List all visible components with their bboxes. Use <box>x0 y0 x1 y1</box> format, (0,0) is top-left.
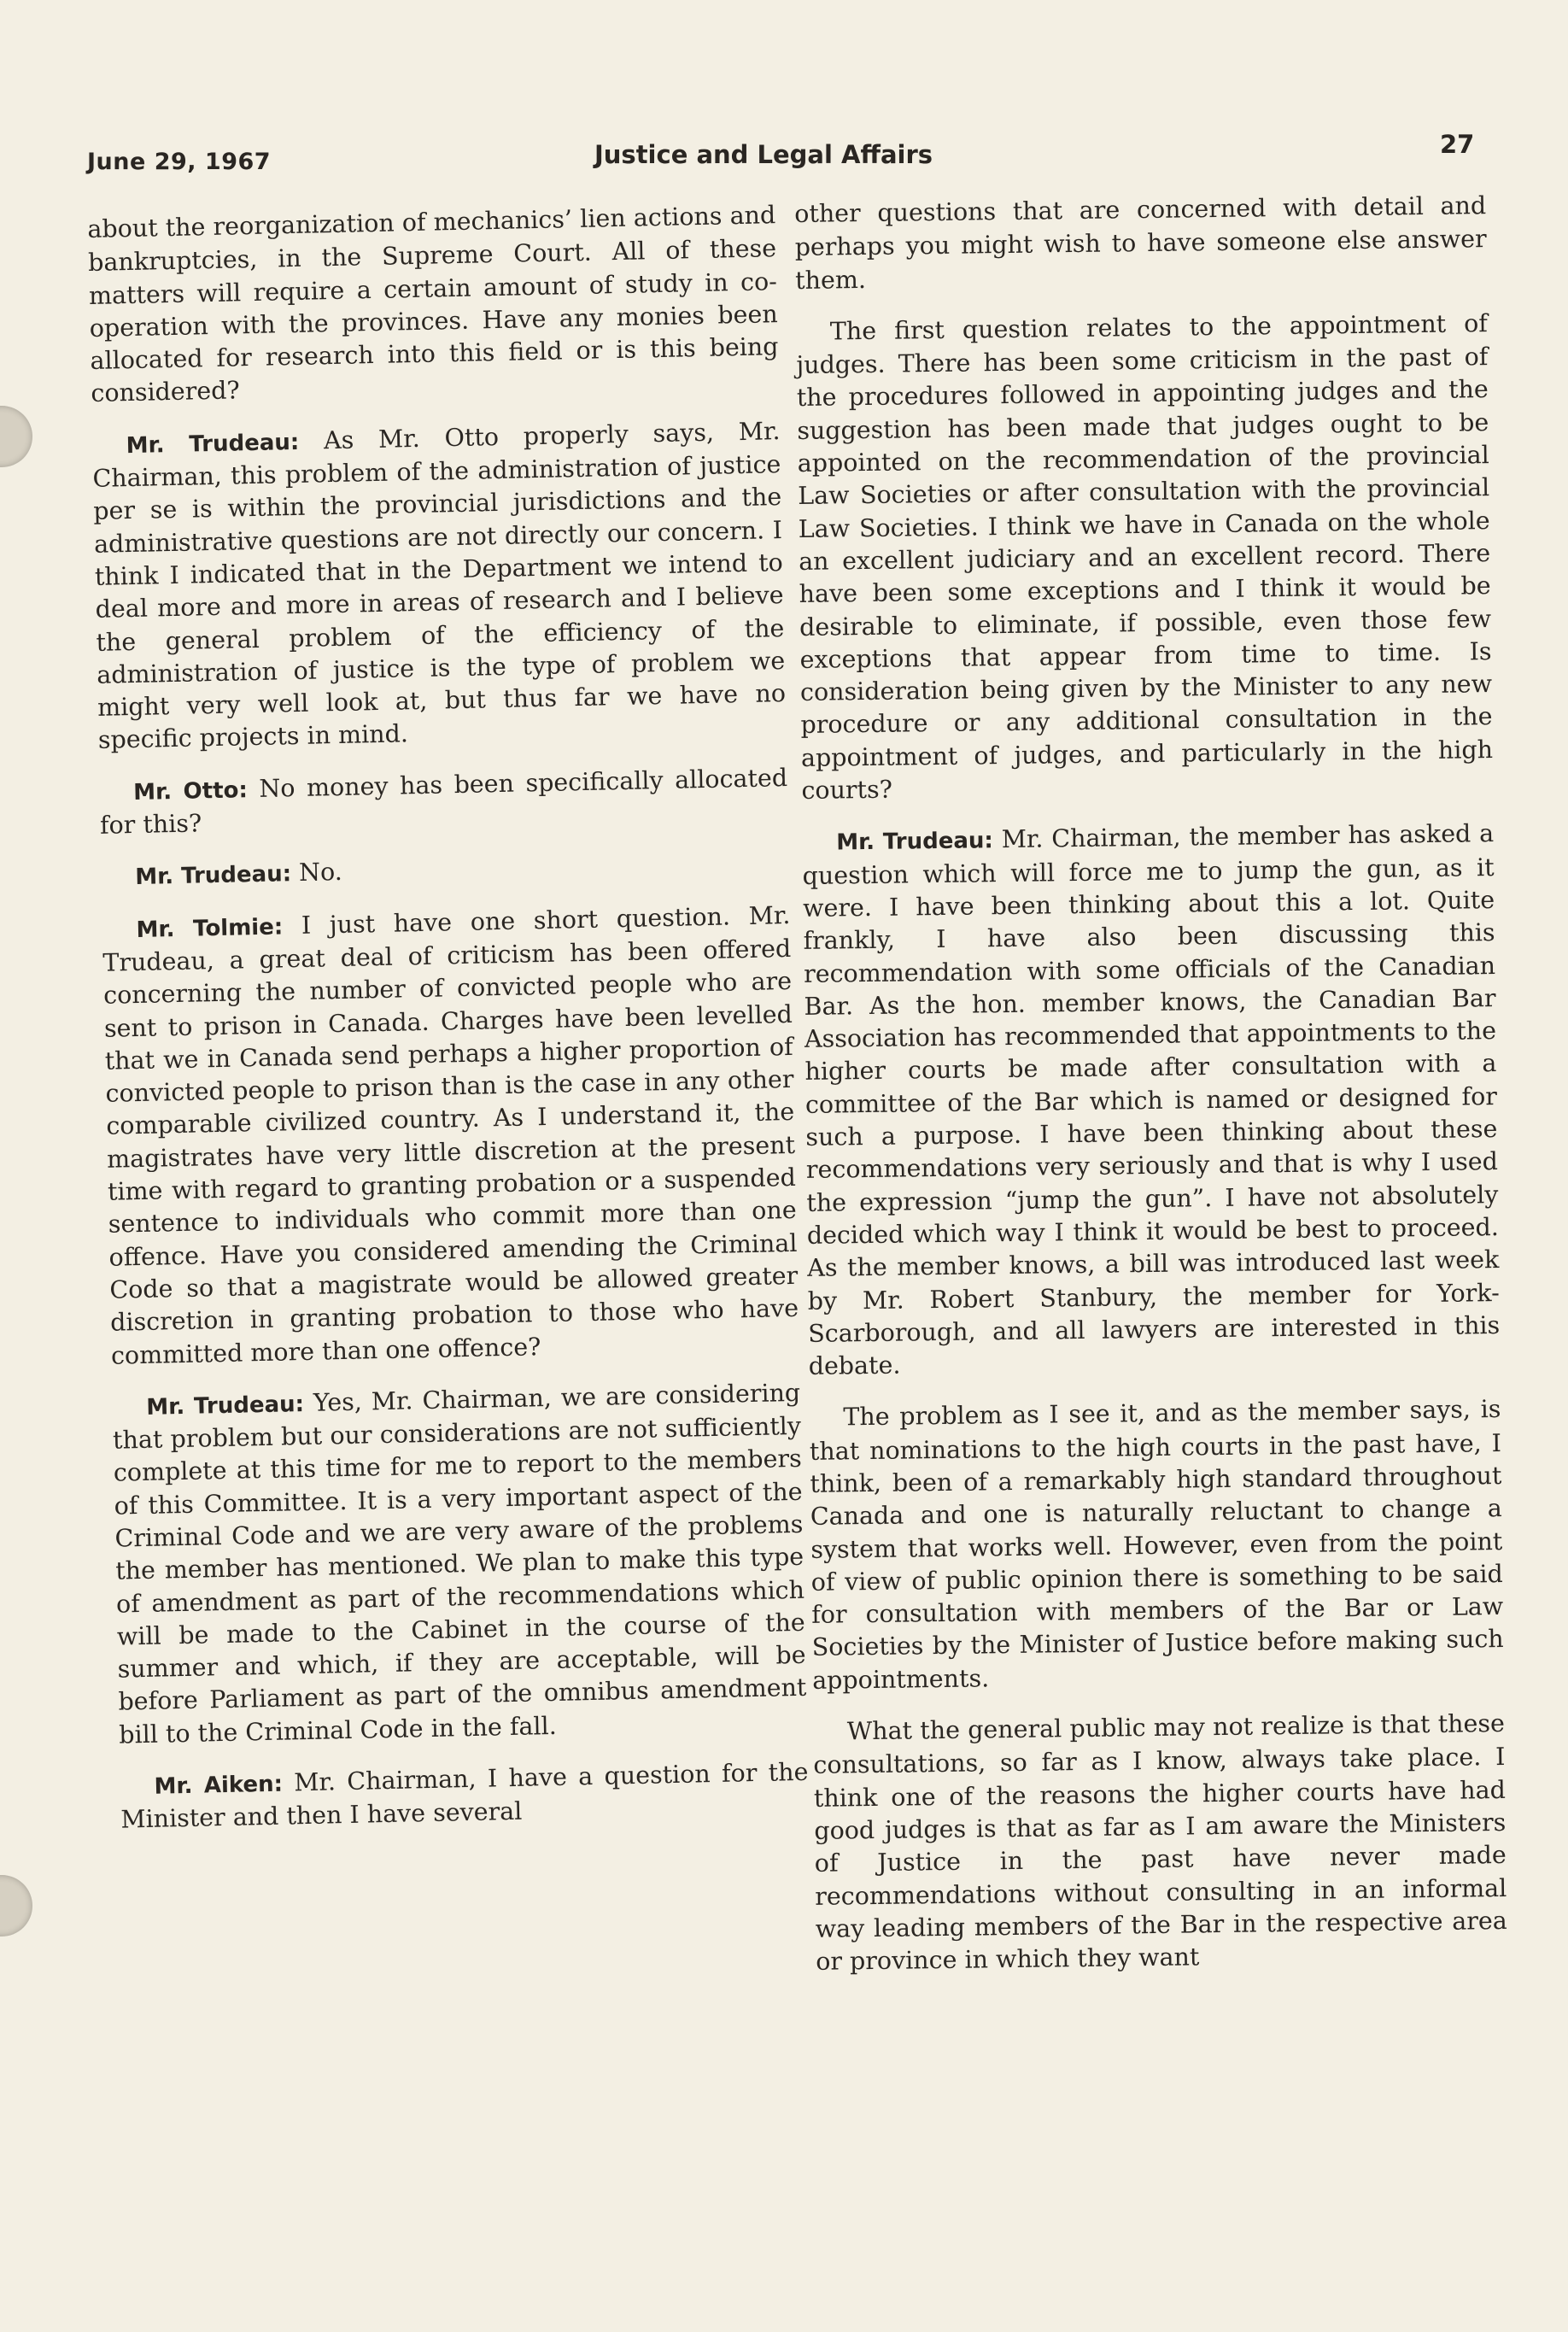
right-column <box>794 190 1508 1997</box>
paragraph-text: Mr. Chairman, I have a question for the Minister and then I have several <box>120 1757 809 1834</box>
paragraph-text: No money has been specifically allocated for this? <box>99 763 788 840</box>
speaker-name: Mr. Trudeau: <box>145 1391 305 1421</box>
paragraph-text: I just have one short question. Mr. Trudeau, a great deal of criticism has been offered concerning the number of convicted people who are sent to prison in Canada. Charges have been levelled that we in Canada send perhaps a higher proportion of convicted people to prison than is the case in any other comparable civilized country. As I understand it, the magistrates have very little discretion at the present time with regard to granting probation or a suspended sentence to individuals who commit more than one offence. Have you considered amending the Criminal Code so that a magistrate would be allowed greater discretion in granting probation to those who have committed more than one offence? <box>102 900 799 1370</box>
page-number: 27 <box>1440 130 1475 159</box>
paragraph <box>813 1708 1508 1978</box>
paragraph-text: Yes, Mr. Chairman, we are considering that problem but our considerations are not sufficiently complete at this time for me to report to the members of this Committee. It is a very important aspect of the Criminal Code and we are very aware of the problems the member has mentioned. We plan to make this type of amendment as part of the recommendations which will be made to the Cabinet in the course of the summer and which, if they are acceptable, will be before Parliament as part of the omnibus amendment bill to the Criminal Code in the fall. <box>112 1378 807 1749</box>
paragraph <box>99 762 788 842</box>
paragraph-text: Mr. Chairman, the member has asked a question which will force me to jump the gun, as it were. I have been thinking about this a lot. Quite frankly, I have also been discussing this recommendation with some officials of the Canadian Bar. As the hon. member knows, the Canadian Bar Association has recommended that appointments to the higher courts be made after consultation with a committee of the Bar which is named or designed for such a purpose. I have been thinking about these recommendations very seriously and that is why I used the expression “jump the gun”. I have not absolutely decided which way I think it would be best to proceed. As the member knows, a bill was introduced last week by Mr. Robert Stanbury, the member for York-Scarborough, and all lawyers are interested in this debate. <box>802 819 1501 1380</box>
paragraph-text: The first question relates to the appointment of judges. There has been some criticism in the past of the procedures followed in appointing judges and the suggestion has been made that judges ought to be appointed on the recommendation of the provincial Law Societies or after consultation with the provincial Law Societies. I think we have in Canada on the whole an excellent judiciary and an excellent record. There have been some exceptions and I think it would be desirable to eliminate, if possible, even those few exceptions that appear from time to time. Is consideration being given by the Minister to any new procedure or any additional consultation in the appointment of judges, and particularly in the high courts? <box>796 308 1494 805</box>
paragraph <box>101 847 790 894</box>
paragraph <box>120 1756 809 1837</box>
paragraph <box>91 415 787 758</box>
header-date: June 29, 1967 <box>87 149 272 175</box>
paragraph <box>796 308 1494 807</box>
speaker-name: Mr. Trudeau: <box>836 828 994 856</box>
paragraph-text: other questions that are concerned with detail and perhaps you might wish to have someone else answer them. <box>794 191 1487 295</box>
paragraph-text: about the reorganization of mechanics’ lien actions and bankruptcies, in the Supreme Court. All of these matters will require a certain amount of study in co-operation with the provinces. Have any monies been allocated for research into this field or is this being considered? <box>87 201 779 408</box>
left-column <box>87 199 810 1855</box>
speaker-name: Mr. Tolmie: <box>136 914 284 943</box>
paragraph <box>87 199 780 411</box>
page-header <box>0 128 1568 179</box>
binder-hole <box>0 406 32 467</box>
speaker-name: Mr. Otto: <box>132 776 249 806</box>
paragraph <box>112 1377 808 1752</box>
binder-hole <box>0 1875 32 1936</box>
paragraph-text: What the general public may not realize is that these consultations, so far as I know, always take place. I think one of the reasons the higher courts have had good judges is that as far as I am aware the Ministers of Justice in the past have never made recommendations without consulting in an informal way leading members of the Bar in the respective area or province in which they want <box>813 1709 1507 1976</box>
paragraph-text: As Mr. Otto properly says, Mr. Chairman, this problem of the administration of justice per se is within the provincial jurisdictions and the administrative questions are not directly our concern. I think I indicated that in the Department we intend to deal more and more in areas of research and I believe the general problem of the efficiency of the administration of justice is the type of problem we might very well look at, but thus far we have no specific projects in mind. <box>92 416 787 755</box>
paragraph-text: The problem as I see it, and as the member says, is that nominations to the high courts in the past have, I think, been of a remarkably high standard throughout Canada and one is naturally reluctant to change a system that works well. However, even from the point of view of public opinion there is something to be said for consultation with members of the Bar or Law Societies by the Minister of Justice before making such appointments. <box>809 1395 1504 1695</box>
paragraph <box>102 899 799 1373</box>
paragraph <box>794 190 1487 297</box>
speaker-name: Mr. Aiken: <box>154 1771 284 1800</box>
header-title: Justice and Legal Affairs <box>594 140 933 169</box>
speaker-name: Mr. Trudeau: <box>134 861 292 891</box>
paragraph <box>802 817 1501 1383</box>
paragraph <box>809 1393 1504 1697</box>
speaker-name: Mr. Trudeau: <box>126 429 300 459</box>
paragraph-text: No. <box>298 858 343 888</box>
